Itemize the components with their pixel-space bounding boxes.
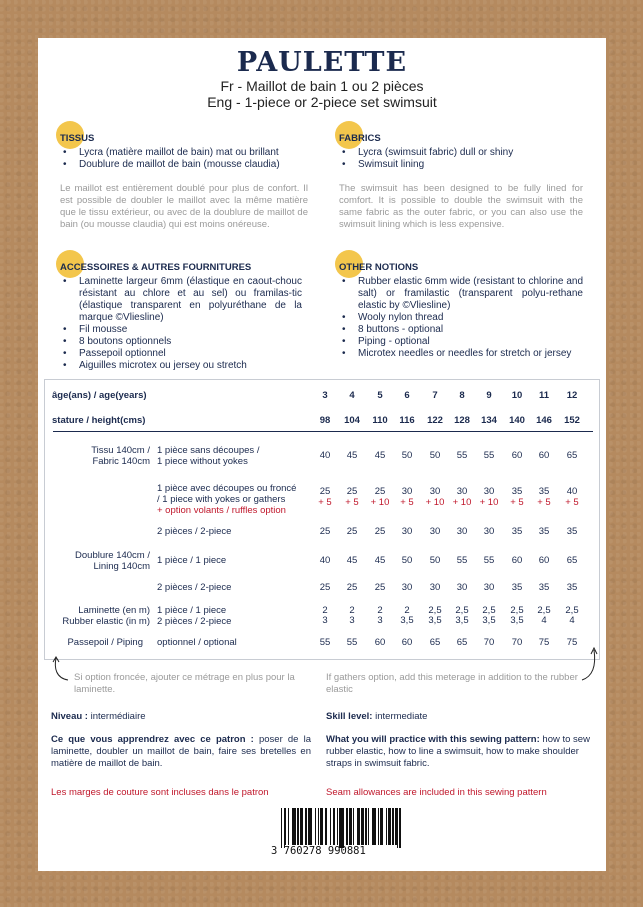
table-cell: + 5 [537,497,551,508]
table-cell: + 5 [318,497,332,508]
row-desc: 1 pièce sans découpes / 1 piece without yokes [157,445,260,467]
table-cell: 65 [566,555,578,566]
table-cell: 60 [538,555,550,566]
fabrics-fr-heading: TISSUS [60,133,308,147]
curved-arrow-icon [50,654,74,684]
table-cell: 25 [319,486,331,497]
table-cell: 3 [322,615,328,626]
table-cell: 55 [456,450,468,461]
table-cell: 55 [456,555,468,566]
table-cell: + 10 [479,497,499,508]
table-cell: 60 [401,637,413,648]
table-cell: 30 [429,486,441,497]
fabric-label: Tissu 140cm / Fabric 140cm [91,445,150,467]
fabrics-en-item: • Lycra (swimsuit fabric) dull or shiny [339,147,583,159]
table-cell: 55 [346,637,358,648]
size-table [44,379,600,660]
table-cell: 75 [538,637,550,648]
notions-en-item: • Wooly nylon thread [339,312,583,324]
level-en: Skill level: intermediate [326,711,428,722]
table-cell: 45 [346,555,358,566]
table-cell: 146 [536,415,552,426]
fabrics-fr-note: Le maillot est entièrement doublé pour plus de confort. Il est possible de doubler le maillot avec la même matière que le tissu extérieur, ou avec de la doublure de maillot de bain (ou mousse claudia) qui est moins onéreuse. [60,183,308,230]
table-cell: 30 [429,526,441,537]
table-cell: 35 [538,526,550,537]
table-cell: 10 [511,390,523,401]
age-label: âge(ans) / age(years) [52,390,147,401]
barcode-number: 3 760278 990881 [271,845,366,857]
notions-en-heading: OTHER NOTIONS [339,262,583,276]
table-cell: 25 [374,526,386,537]
row-desc: 1 pièce / 1 piece 2 pièces / 2-piece [157,605,232,627]
table-cell: 30 [401,486,413,497]
table-cell: 11 [538,390,550,401]
table-cell: 2,5 [482,605,496,616]
table-cell: 65 [429,637,441,648]
barcode-bars [281,808,401,845]
fabrics-fr-list [60,147,308,171]
table-cell: 45 [374,555,386,566]
table-cell: 60 [511,450,523,461]
fabrics-fr-item: • Doublure de maillot de bain (mousse claudia) [60,159,308,171]
note-fr: Si option froncée, ajouter ce métrage en plus pour la laminette. [74,672,295,695]
table-cell: 30 [456,486,468,497]
note-en: If gathers option, add this meterage in addition to the rubber elastic [326,672,578,695]
fabrics-en-list [339,147,583,171]
table-cell: 3 [322,390,328,401]
table-cell: 12 [566,390,578,401]
table-cell: 3 [349,615,355,626]
piping-label: Passepoil / Piping [67,637,143,648]
notions-fr-item: • 8 boutons optionnels [60,336,302,348]
table-cell: 65 [566,450,578,461]
table-cell: 110 [372,415,388,426]
lining-label: Doublure 140cm / Lining 140cm [75,550,150,572]
table-cell: 60 [538,450,550,461]
notions-fr-item: • Aiguilles microtex ou jersey ou stretch [60,360,302,372]
height-label: stature / height(cms) [52,415,146,426]
learn-en: What you will practice with this sewing pattern: how to sew rubber elastic, how to line a swimsuit, how to make shoulder straps in swimsuit fabric. [326,734,590,769]
table-cell: 45 [346,450,358,461]
table-cell: 98 [319,415,331,426]
learn-fr: Ce que vous apprendrez avec ce patron : poser de la laminette, doubler un maillot de bain, faire ses bretelles en matière de maillot de bain. [51,734,311,769]
notions-fr-item: • Laminette largeur 6mm (élastique en caout-chouc résistant au chlore et au sel) ou framilas-tic (élastique transparent en polyuréthane de la marque ©Vliesline) [60,276,302,324]
fabrics-en-section [339,133,583,231]
table-cell: 2,5 [510,605,524,616]
table-cell: 35 [566,526,578,537]
fabrics-fr-section [60,133,308,231]
table-cell: 3 [377,615,383,626]
level-fr: Niveau : intermédiaire [51,711,146,722]
table-cell: 55 [483,555,495,566]
notions-en-list [339,276,583,360]
notions-en-item: • Rubber elastic 6mm wide (resistant to chlorine and salt) or framilastic (transparent polyu-rethane elastic by ©Vliesline) [339,276,583,312]
table-cell: 3,5 [400,615,414,626]
table-cell: 30 [429,582,441,593]
seam-allowance-fr: Les marges de couture sont incluses dans le patron [51,787,269,798]
table-cell: 70 [483,637,495,648]
subtitle-en: Eng - 1-piece or 2-piece set swimsuit [207,94,437,110]
table-cell: 104 [344,415,360,426]
table-cell: 30 [401,582,413,593]
table-cell: 9 [486,390,492,401]
table-cell: 60 [374,637,386,648]
table-cell: 60 [511,555,523,566]
table-cell: 35 [511,486,523,497]
subtitle-fr: Fr - Maillot de bain 1 ou 2 pièces [220,78,424,94]
table-cell: 122 [427,415,443,426]
table-cell: 50 [401,555,413,566]
table-cell: 35 [511,526,523,537]
table-cell: 128 [454,415,470,426]
table-cell: 35 [566,582,578,593]
table-cell: 45 [374,450,386,461]
table-cell: 75 [566,637,578,648]
fabrics-en-note: The swimsuit has been designed to be fully lined for comfort. It is possible to double the swimsuit with the same fabric as the outer fabric, or you can also use the swimsuit lining which is less expensive. [339,183,583,230]
table-cell: 25 [346,582,358,593]
table-cell: 152 [564,415,580,426]
table-cell: 2 [322,605,328,616]
table-cell: 65 [456,637,468,648]
table-cell: 116 [399,415,415,426]
table-cell: 2 [349,605,355,616]
table-cell: 140 [509,415,525,426]
table-cell: 134 [481,415,497,426]
row-desc: 2 pièces / 2-piece [157,582,232,593]
table-cell: + 5 [400,497,414,508]
table-cell: 40 [319,450,331,461]
notions-fr-item: • Passepoil optionnel [60,348,302,360]
row-desc: 1 pièce avec découpes ou froncé / 1 piece with yokes or gathers + option volants / ruffles option [157,483,297,516]
table-cell: 6 [404,390,410,401]
ruffles-option: + option volants / ruffles option [157,505,286,516]
table-cell: + 10 [452,497,472,508]
table-cell: 2,5 [428,605,442,616]
table-cell: 40 [566,486,578,497]
table-cell: 25 [374,486,386,497]
row-desc: 1 pièce / 1 piece [157,555,227,566]
table-cell: + 5 [510,497,524,508]
table-cell: 2,5 [537,605,551,616]
table-cell: 7 [432,390,438,401]
table-cell: 25 [319,582,331,593]
table-cell: 3,5 [482,615,496,626]
barcode [271,808,411,856]
table-cell: + 10 [370,497,390,508]
table-cell: 50 [401,450,413,461]
table-cell: 4 [349,390,355,401]
table-cell: 25 [319,526,331,537]
table-cell: + 5 [565,497,579,508]
seam-allowance-en: Seam allowances are included in this sewing pattern [326,787,547,798]
table-cell: 5 [377,390,383,401]
table-cell: 25 [374,582,386,593]
table-cell: 30 [456,526,468,537]
notions-fr-heading: ACCESSOIRES & AUTRES FOURNITURES [60,262,302,276]
notions-en-item: • Microtex needles or needles for stretch or jersey [339,348,583,360]
barcode-bar [399,808,400,848]
table-cell: 55 [319,637,331,648]
notions-en-item: • 8 buttons - optional [339,324,583,336]
row-desc: optionnel / optional [157,637,237,648]
table-cell: 50 [429,555,441,566]
table-cell: 2,5 [565,605,579,616]
notions-fr-item: • Fil mousse [60,324,302,336]
page-title: PAULETTE [236,47,408,78]
pattern-sheet [38,38,606,871]
notions-fr-list [60,276,302,372]
table-cell: 40 [319,555,331,566]
table-cell: 70 [511,637,523,648]
table-cell: 35 [538,582,550,593]
table-cell: 50 [429,450,441,461]
table-cell: 2 [377,605,383,616]
table-cell: 30 [483,526,495,537]
fabrics-fr-item: • Lycra (matière maillot de bain) mat ou brillant [60,147,308,159]
table-cell: 55 [483,450,495,461]
table-cell: 3,5 [455,615,469,626]
fabrics-en-heading: FABRICS [339,133,583,147]
table-cell: 4 [569,615,575,626]
notions-en-item: • Piping - optional [339,336,583,348]
table-cell: 35 [511,582,523,593]
table-cell: 3,5 [510,615,524,626]
table-cell: 3,5 [428,615,442,626]
table-cell: 25 [346,486,358,497]
table-cell: 30 [456,582,468,593]
elastic-label: Laminette (en m) Rubber elastic (in m) [62,605,150,627]
table-divider [53,431,593,432]
table-cell: 8 [459,390,465,401]
table-cell: 25 [346,526,358,537]
table-cell: + 10 [425,497,445,508]
table-cell: 35 [538,486,550,497]
row-desc: 2 pièces / 2-piece [157,526,232,537]
notions-fr-section [60,262,302,372]
fabrics-en-item: • Swimsuit lining [339,159,583,171]
table-cell: + 5 [345,497,359,508]
table-cell: 30 [401,526,413,537]
table-cell: 2 [404,605,410,616]
table-cell: 2,5 [455,605,469,616]
notions-en-section [339,262,583,360]
table-cell: 30 [483,486,495,497]
curved-arrow-icon [578,644,602,684]
table-cell: 4 [541,615,547,626]
table-cell: 30 [483,582,495,593]
